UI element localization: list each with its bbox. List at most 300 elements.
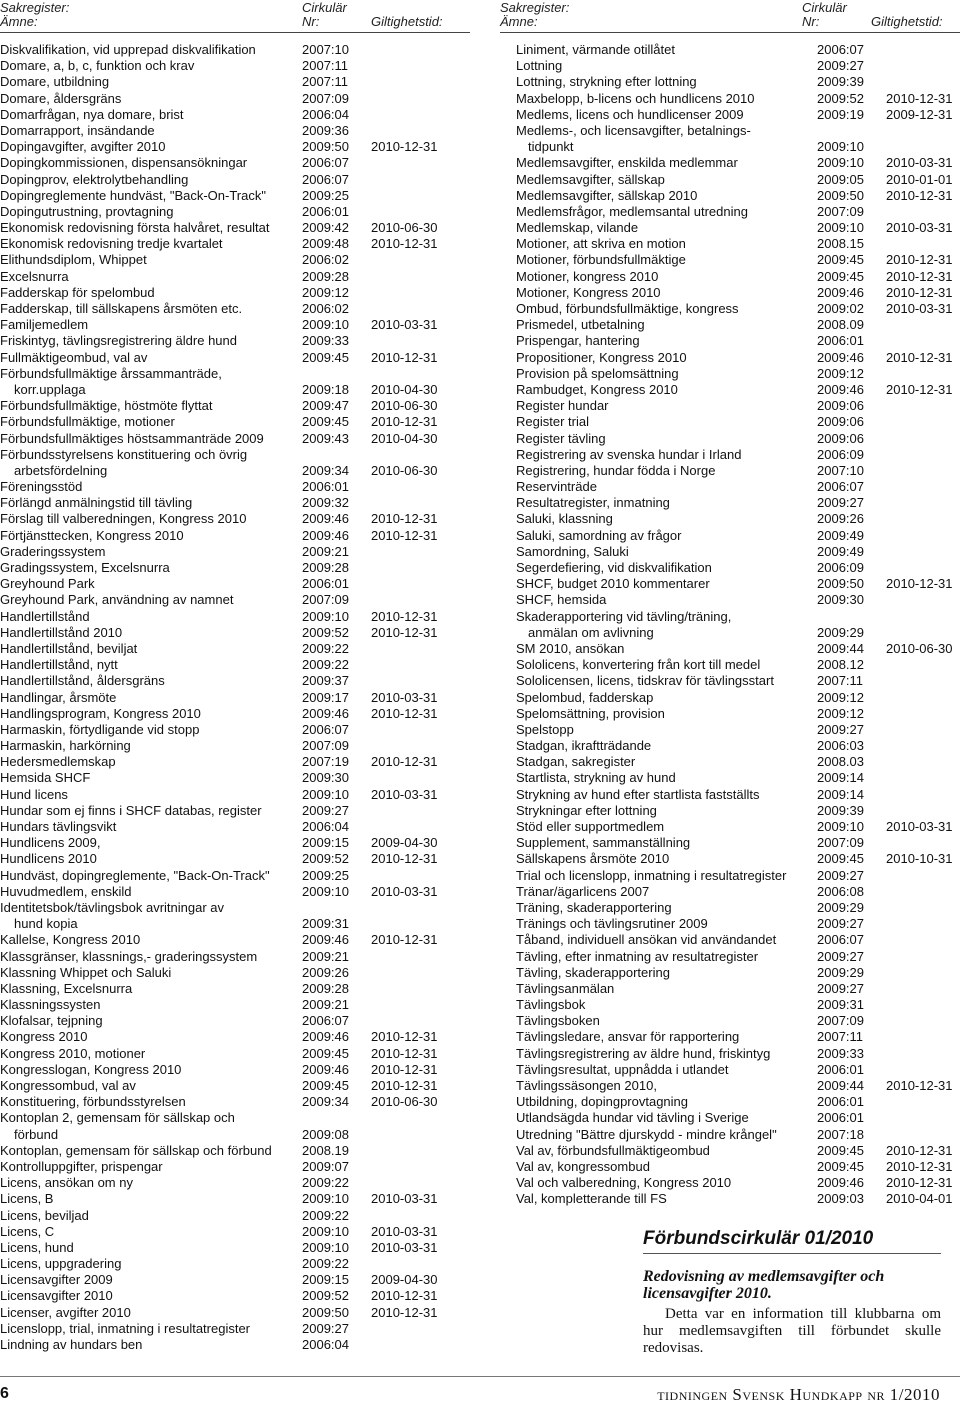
subject-name: Licens, B xyxy=(0,1191,54,1207)
circular-number: 2009:19 xyxy=(817,106,864,122)
circular-number: 2009:18 xyxy=(302,381,349,397)
list-item xyxy=(500,657,960,673)
list-item xyxy=(500,544,960,560)
list-item xyxy=(0,398,470,414)
subject-name: Tävlingsboken xyxy=(516,1013,600,1029)
circular-number: 2009:46 xyxy=(302,527,349,543)
circular-number: 2009:46 xyxy=(817,381,864,397)
subject-name: Register hundar xyxy=(516,398,609,414)
list-item xyxy=(500,754,960,770)
circular-number: 2009:06 xyxy=(817,398,864,414)
list-item xyxy=(500,916,960,932)
list-item xyxy=(0,236,470,252)
list-item xyxy=(0,91,470,107)
circular-number: 2009:27 xyxy=(817,948,864,964)
subject-name: Förlängd anmälningstid till tävling xyxy=(0,495,193,511)
list-item xyxy=(0,1191,470,1207)
list-item xyxy=(0,1046,470,1062)
list-item xyxy=(500,738,960,754)
validity-date: 2010-12-31 xyxy=(886,1158,953,1174)
list-item xyxy=(0,155,470,171)
subject-name: Dopingkommissionen, dispensansökningar xyxy=(0,155,248,171)
list-item xyxy=(500,770,960,786)
subject-name: Hund licens xyxy=(0,786,68,802)
list-item xyxy=(500,236,960,252)
header-amne: Ämne: xyxy=(0,14,38,29)
list-item xyxy=(500,722,960,738)
subject-name: Klofalsar, tejpning xyxy=(0,1013,103,1029)
subject-name: Dopingreglemente hundväst, "Back-On-Track" xyxy=(0,187,266,203)
list-item xyxy=(0,884,470,900)
list-item xyxy=(0,301,470,317)
header-giltighetstid: Giltighetstid: xyxy=(871,14,943,29)
subject-name: Domare, åldersgräns xyxy=(0,90,122,106)
list-item xyxy=(500,139,960,155)
header-nr: Nr: xyxy=(302,14,320,29)
list-item xyxy=(500,1094,960,1110)
circular-number: 2007:09 xyxy=(302,738,349,754)
list-item xyxy=(0,1029,470,1045)
header-sakregister: Sakregister: xyxy=(500,0,570,15)
subject-name: Förbundsfullmäktige årssammanträde, xyxy=(0,365,222,381)
circular-number: 2009:45 xyxy=(817,252,864,268)
validity-date: 2010-06-30 xyxy=(371,1094,438,1110)
subject-name: arbetsfördelning xyxy=(14,462,108,478)
header-cirkular: Cirkulär xyxy=(802,0,847,15)
list-item xyxy=(500,366,960,382)
list-item xyxy=(0,722,470,738)
header-sakregister: Sakregister: xyxy=(0,0,70,15)
subject-name: Prismedel, utbetalning xyxy=(516,317,645,333)
circular-number: 2009:45 xyxy=(817,851,864,867)
subject-name: Lottning, strykning efter lottning xyxy=(516,74,697,90)
list-item xyxy=(0,42,470,58)
list-item xyxy=(500,398,960,414)
circular-number: 2009:12 xyxy=(817,365,864,381)
circular-number: 2006:01 xyxy=(302,203,349,219)
circular-number: 2009:26 xyxy=(302,964,349,980)
list-item xyxy=(0,1321,470,1337)
circular-number: 2009:45 xyxy=(817,268,864,284)
list-item xyxy=(0,1110,470,1126)
list-item xyxy=(500,447,960,463)
subject-name: Fadderskap för spelombud xyxy=(0,284,155,300)
subject-name: Supplement, sammanställning xyxy=(516,835,691,851)
circular-number: 2009:22 xyxy=(302,657,349,673)
left-column xyxy=(0,0,470,1352)
circular-number: 2009:45 xyxy=(817,1142,864,1158)
circular-number: 2009:45 xyxy=(302,1078,349,1093)
circular-number: 2006:08 xyxy=(817,883,864,899)
validity-date: 2010-03-31 xyxy=(371,786,438,802)
list-item xyxy=(0,932,470,948)
circular-number: 2009:02 xyxy=(817,301,864,316)
subject-name: Tävlingsanmälan xyxy=(516,980,615,996)
list-item xyxy=(0,1337,470,1353)
subject-name: Förtjänsttecken, Kongress 2010 xyxy=(0,527,184,543)
subject-name: Fadderskap, till sällskapens årsmöten etc. xyxy=(0,301,243,316)
subject-name: Hundar som ej finns i SHCF databas, register xyxy=(0,802,262,818)
subject-name: tidpunkt xyxy=(528,139,574,155)
circular-number: 2009:27 xyxy=(817,867,864,883)
subject-name: Stadgan, ikraftträdande xyxy=(516,738,652,754)
subject-name: Hemsida SHCF xyxy=(0,770,91,786)
header-divider xyxy=(0,32,470,33)
list-item xyxy=(0,495,470,511)
circular-number: 2009:22 xyxy=(302,1175,349,1191)
subject-name: Kontoplan 2, gemensam för sällskap och xyxy=(0,1110,235,1126)
list-item xyxy=(500,155,960,171)
list-item xyxy=(0,366,470,382)
circular-title: Förbundscirkulär 01/2010 xyxy=(643,1225,941,1254)
list-item xyxy=(0,900,470,916)
list-item xyxy=(0,350,470,366)
validity-date: 2010-12-31 xyxy=(371,1061,438,1077)
validity-date: 2010-12-31 xyxy=(886,381,953,397)
subject-name: Strykning av hund efter startlista fastställts xyxy=(516,786,760,802)
subject-name: Val och valberedning, Kongress 2010 xyxy=(516,1175,732,1191)
circular-number: 2006:02 xyxy=(302,301,349,316)
list-item xyxy=(500,673,960,689)
subject-name: Träning, skaderapportering xyxy=(516,899,672,915)
circular-number: 2006:07 xyxy=(302,171,349,187)
subject-name: Licenser, avgifter 2010 xyxy=(0,1304,131,1320)
list-item xyxy=(500,252,960,268)
list-item xyxy=(0,868,470,884)
circular-number: 2009:10 xyxy=(817,220,864,236)
list-item xyxy=(0,1094,470,1110)
circular-number: 2009:29 xyxy=(817,899,864,915)
circular-number: 2009:10 xyxy=(302,1191,349,1207)
subject-name: Stadgan, sakregister xyxy=(516,754,636,770)
list-item xyxy=(0,479,470,495)
validity-date: 2010-06-30 xyxy=(886,640,953,656)
subject-name: Greyhound Park, användning av namnet xyxy=(0,592,234,608)
subject-name: Tävlingsledare, ansvar för rapportering xyxy=(516,1029,740,1045)
list-item xyxy=(500,1062,960,1078)
circular-number: 2006:01 xyxy=(817,1110,864,1126)
circular-number: 2007:18 xyxy=(817,1126,864,1142)
subject-name: Graderingssystem xyxy=(0,543,106,559)
validity-date: 2009-04-30 xyxy=(371,1272,438,1288)
list-item xyxy=(500,1046,960,1062)
subject-name: Propositioner, Kongress 2010 xyxy=(516,349,687,365)
circular-number: 2009:27 xyxy=(817,721,864,737)
list-item xyxy=(0,447,470,463)
list-item xyxy=(500,625,960,641)
subject-name: Resultatregister, inmatning xyxy=(516,495,670,511)
subject-name: Handlingsprogram, Kongress 2010 xyxy=(0,705,201,721)
circular-number: 2009:50 xyxy=(817,187,864,203)
validity-date: 2010-03-31 xyxy=(371,1191,438,1207)
subject-name: Tävling, efter inmatning av resultatregister xyxy=(516,948,759,964)
validity-date: 2010-01-01 xyxy=(886,171,953,187)
subject-name: Kongressombud, val av xyxy=(0,1078,136,1093)
subject-name: Diskvalifikation, vid upprepad diskvalifikation xyxy=(0,42,256,57)
subject-name: Klassning, Excelsnurra xyxy=(0,980,133,996)
validity-date: 2010-06-30 xyxy=(371,220,438,236)
subject-name: Hundväst, dopingreglemente, "Back-On-Track" xyxy=(0,867,270,883)
circular-number: 2009:21 xyxy=(302,997,349,1013)
circular-number: 2009:22 xyxy=(302,640,349,656)
subject-name: Motioner, kongress 2010 xyxy=(516,268,659,284)
subject-name: Maxbelopp, b-licens och hundlicens 2010 xyxy=(516,90,755,106)
subject-name: Domarrapport, insändande xyxy=(0,122,155,138)
subject-list-right xyxy=(500,42,960,1208)
circular-number: 2009:29 xyxy=(817,964,864,980)
subject-name: Val av, kongressombud xyxy=(516,1158,650,1174)
subject-name: Licens, C xyxy=(0,1223,55,1239)
subject-name: Dopingavgifter, avgifter 2010 xyxy=(0,139,166,155)
list-item xyxy=(500,1159,960,1175)
subject-name: Handlertillstånd xyxy=(0,608,90,624)
circular-number: 2008.03 xyxy=(817,754,864,770)
subject-name: Saluki, samordning av frågor xyxy=(516,527,682,543)
list-item xyxy=(500,42,960,58)
validity-date: 2010-03-31 xyxy=(886,155,953,171)
list-item xyxy=(500,350,960,366)
validity-date: 2010-12-31 xyxy=(371,754,438,770)
list-item xyxy=(0,1175,470,1191)
list-item xyxy=(0,949,470,965)
circular-number: 2006:02 xyxy=(302,252,349,268)
circular-number: 2009:26 xyxy=(817,511,864,527)
validity-date: 2010-10-31 xyxy=(886,851,953,867)
validity-date: 2010-12-31 xyxy=(371,851,438,867)
circular-number: 2009:52 xyxy=(817,90,864,106)
subject-name: Val, kompletterande till FS xyxy=(516,1191,667,1207)
circular-number: 2009:27 xyxy=(302,1320,349,1336)
circular-number: 2009:30 xyxy=(817,592,864,608)
circular-number: 2009:46 xyxy=(302,1061,349,1077)
subject-name: Tävlingsbok xyxy=(516,997,586,1013)
right-column-header xyxy=(500,0,960,32)
list-item xyxy=(0,576,470,592)
list-item xyxy=(500,58,960,74)
validity-date: 2010-12-31 xyxy=(371,1288,438,1304)
subject-name: Reservinträde xyxy=(516,479,597,495)
validity-date: 2010-03-31 xyxy=(886,220,953,236)
list-item xyxy=(0,592,470,608)
circular-number: 2009:07 xyxy=(302,1158,349,1174)
list-item xyxy=(0,58,470,74)
circular-number: 2009:17 xyxy=(302,689,349,705)
list-item xyxy=(0,1127,470,1143)
circular-number: 2008.15 xyxy=(817,236,864,252)
list-item xyxy=(500,1127,960,1143)
list-item xyxy=(0,609,470,625)
circular-number: 2009:12 xyxy=(817,705,864,721)
circular-number: 2009:36 xyxy=(302,122,349,138)
list-item xyxy=(0,1143,470,1159)
subject-name: Medlemsfrågor, medlemsantal utredning xyxy=(516,203,748,219)
list-item xyxy=(500,949,960,965)
subject-list-left xyxy=(0,42,470,1353)
circular-number: 2009:44 xyxy=(817,1078,864,1093)
circular-number: 2007:09 xyxy=(302,90,349,106)
subject-name: Strykningar efter lottning xyxy=(516,802,657,818)
circular-number: 2006:07 xyxy=(302,721,349,737)
subject-name: förbund xyxy=(14,1126,59,1142)
circular-number: 2009:47 xyxy=(302,398,349,414)
list-item xyxy=(500,835,960,851)
circular-number: 2009:37 xyxy=(302,673,349,689)
circular-number: 2009:21 xyxy=(302,543,349,559)
subject-name: Segerdefiering, vid diskvalifikation xyxy=(516,560,712,575)
list-item xyxy=(500,592,960,608)
subject-name: Ombud, förbundsfullmäktige, kongress xyxy=(516,301,739,316)
subject-name: Licens, beviljad xyxy=(0,1207,89,1223)
list-item xyxy=(500,690,960,706)
subject-name: Förbundsfullmäktiges höstsammanträde 2009 xyxy=(0,430,264,446)
validity-date: 2010-12-31 xyxy=(886,1175,953,1191)
circular-number: 2009:46 xyxy=(817,349,864,365)
circular-number: 2009:27 xyxy=(817,980,864,996)
validity-date: 2009-12-31 xyxy=(886,106,953,122)
list-item xyxy=(500,463,960,479)
circular-number: 2008.19 xyxy=(302,1142,349,1158)
list-item xyxy=(0,770,470,786)
subject-name: Medlems, licens och hundlicenser 2009 xyxy=(516,106,744,122)
validity-date: 2010-12-31 xyxy=(371,932,438,948)
subject-name: Hedersmedlemskap xyxy=(0,754,116,770)
list-item xyxy=(500,414,960,430)
validity-date: 2010-04-01 xyxy=(886,1191,953,1207)
circular-number: 2009:44 xyxy=(817,640,864,656)
list-item xyxy=(0,787,470,803)
subject-name: Klassning Whippet och Saluki xyxy=(0,964,172,980)
circular-number: 2009:14 xyxy=(817,786,864,802)
list-item xyxy=(0,1240,470,1256)
circular-number: 2006:07 xyxy=(302,155,349,171)
circular-number: 2009:31 xyxy=(302,916,349,932)
subject-name: Greyhound Park xyxy=(0,576,95,592)
circular-number: 2009:28 xyxy=(302,268,349,284)
list-item xyxy=(500,220,960,236)
subject-name: Handlingar, årsmöte xyxy=(0,689,117,705)
list-item xyxy=(0,1256,470,1272)
validity-date: 2010-12-31 xyxy=(371,139,438,155)
list-item xyxy=(500,576,960,592)
subject-name: Lottning xyxy=(516,58,563,74)
list-item xyxy=(0,738,470,754)
circular-number: 2009:46 xyxy=(302,511,349,527)
subject-name: Handlertillstånd, beviljat xyxy=(0,640,138,656)
subject-name: Ekonomisk redovisning tredje kvartalet xyxy=(0,236,223,252)
circular-subtitle: Redovisning av medlemsavgifter och licensavgifter 2010. xyxy=(643,1268,885,1302)
subject-name: Licens, hund xyxy=(0,1239,74,1255)
subject-name: Familjemedlem xyxy=(0,317,89,333)
circular-number: 2007:10 xyxy=(817,462,864,478)
list-item xyxy=(0,1159,470,1175)
subject-name: Konstituering, förbundsstyrelsen xyxy=(0,1094,186,1110)
list-item xyxy=(500,900,960,916)
subject-name: Förbundsfullmäktige, höstmöte flyttat xyxy=(0,398,213,414)
list-item xyxy=(0,625,470,641)
subject-name: Tävlingsregistrering av äldre hund, friskintyg xyxy=(516,1045,771,1061)
validity-date: 2010-04-30 xyxy=(371,381,438,397)
list-item xyxy=(0,997,470,1013)
circular-number: 2007:11 xyxy=(817,673,864,689)
subject-name: Harmaskin, förtydligande vid stopp xyxy=(0,721,200,737)
circular-text: Detta var en information till klubbarna om hur medlemsavgiften till förbundet skulle redovisas. xyxy=(643,1306,941,1356)
circular-number: 2009:33 xyxy=(817,1045,864,1061)
list-item xyxy=(500,706,960,722)
subject-name: Klassningssysten xyxy=(0,997,101,1013)
list-item xyxy=(0,1062,470,1078)
subject-name: Tävling, skaderapportering xyxy=(516,964,670,980)
list-item xyxy=(500,868,960,884)
list-item xyxy=(0,1224,470,1240)
subject-name: Dopingutrustning, provtagning xyxy=(0,203,174,219)
subject-name: Dopingprov, elektrolytbehandling xyxy=(0,171,189,187)
subject-name: Prispengar, hantering xyxy=(516,333,640,349)
list-item xyxy=(500,1013,960,1029)
circular-number: 2009:50 xyxy=(302,139,349,155)
list-item xyxy=(500,495,960,511)
subject-name: Tränar/ägarlicens 2007 xyxy=(516,883,650,899)
subject-name: Kontrolluppgifter, prispengar xyxy=(0,1158,163,1174)
circular-number: 2009:30 xyxy=(302,770,349,786)
subject-name: Motioner, Kongress 2010 xyxy=(516,284,661,300)
subject-name: Klassgränser, klassnings,- graderingssystem xyxy=(0,948,258,964)
subject-name: Registrering, hundar födda i Norge xyxy=(516,462,716,478)
circular-number: 2009:15 xyxy=(302,835,349,851)
subject-name: Förbundsstyrelsens konstituering och övrig xyxy=(0,446,248,462)
validity-date: 2010-03-31 xyxy=(371,1239,438,1255)
list-item xyxy=(500,188,960,204)
list-item xyxy=(0,139,470,155)
circular-number: 2006:07 xyxy=(817,479,864,495)
subject-name: Medlemsavgifter, sällskap xyxy=(516,171,665,187)
circular-number: 2009:46 xyxy=(302,1029,349,1045)
circular-number: 2009:25 xyxy=(302,867,349,883)
list-item xyxy=(500,965,960,981)
circular-number: 2006:09 xyxy=(817,446,864,462)
list-item xyxy=(500,787,960,803)
validity-date: 2010-12-31 xyxy=(371,414,438,430)
circular-number: 2007:09 xyxy=(817,835,864,851)
list-item xyxy=(0,252,470,268)
list-item xyxy=(0,673,470,689)
subject-name: Medlems-, och licensavgifter, betalnings- xyxy=(516,122,751,138)
list-item xyxy=(0,463,470,479)
circular-number: 2009:50 xyxy=(817,576,864,592)
subject-name: Register trial xyxy=(516,414,589,430)
list-item xyxy=(500,107,960,123)
subject-name: Skaderapportering vid tävling/träning, xyxy=(516,608,732,624)
circular-number: 2009:10 xyxy=(302,786,349,802)
validity-date: 2010-12-31 xyxy=(371,1304,438,1320)
circular-number: 2009:46 xyxy=(817,284,864,300)
circular-number: 2009:10 xyxy=(302,608,349,624)
list-item xyxy=(500,819,960,835)
circular-number: 2009:46 xyxy=(302,932,349,948)
circular-number: 2009:39 xyxy=(817,802,864,818)
circular-number: 2006:04 xyxy=(302,106,349,122)
subject-name: Hundars tävlingsvikt xyxy=(0,819,117,834)
subject-name: Sololicensen, licens, tidskrav för tävlingsstart xyxy=(516,673,774,689)
circular-number: 2009:50 xyxy=(302,1304,349,1320)
circular-number: 2008.09 xyxy=(817,317,864,333)
subject-name: Elithundsdiplom, Whippet xyxy=(0,252,147,268)
subject-name: Val av, förbundsfullmäktigeombud xyxy=(516,1142,710,1158)
subject-name: Förbundsfullmäktige, motioner xyxy=(0,414,175,430)
subject-name: Hundlicens 2010 xyxy=(0,851,97,867)
list-item xyxy=(0,220,470,236)
circular-number: 2009:52 xyxy=(302,851,349,867)
subject-name: hund kopia xyxy=(14,916,78,932)
